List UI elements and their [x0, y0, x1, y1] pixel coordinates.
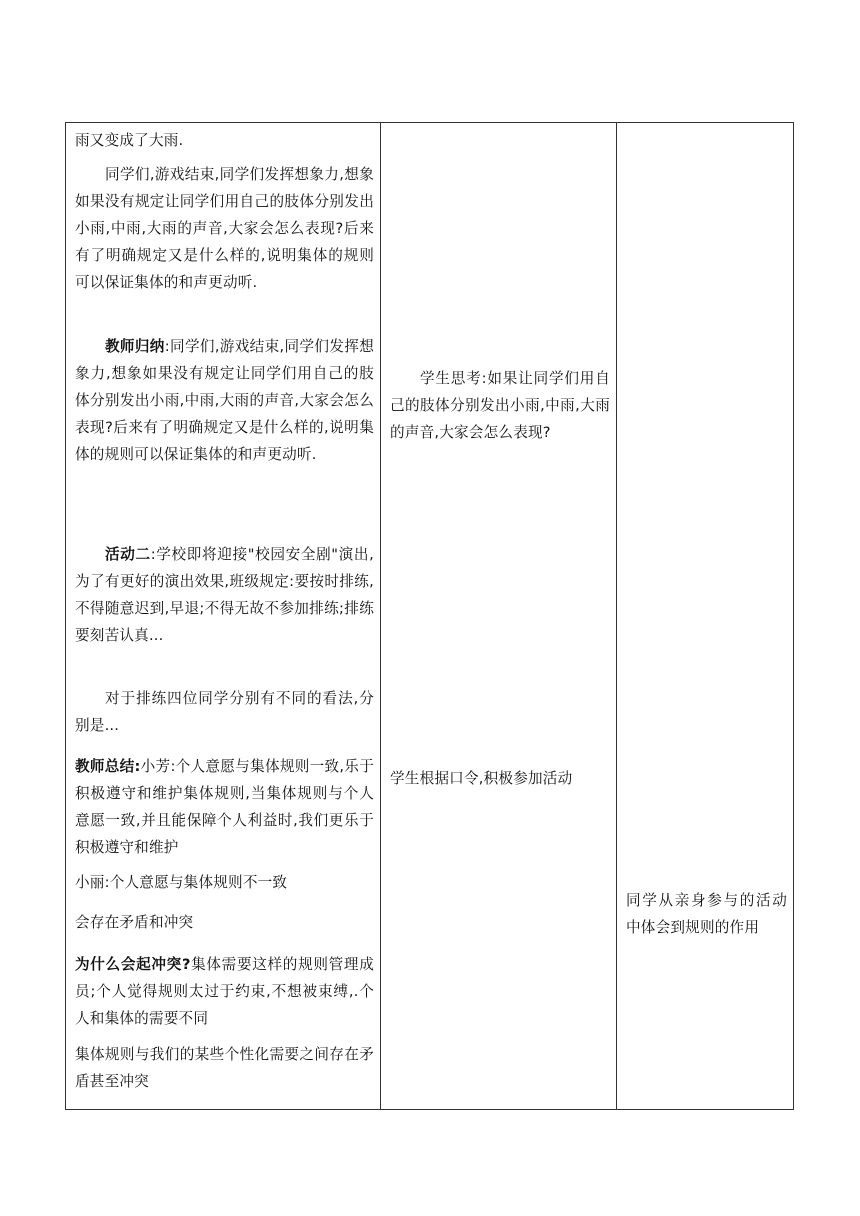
lesson-table: [65, 122, 794, 1110]
paragraph-activity-two: [75, 541, 374, 649]
paragraph-game-end: 同学们,游戏结束,同学们发挥想象力,想象如果没有规定让同学们用自己的肢体分别发出小雨,中雨,大雨的声音,大家会怎么表现?后来有了明确规定又是什么样的,说明集体的规则可以保证集体的和声更动听.: [75, 166, 374, 291]
paragraph-four-students: 对于排练四位同学分别有不同的看法,分别是...: [75, 690, 374, 734]
activity-two-label: 活动二: [105, 546, 151, 563]
paragraph-design-intent: 同学从亲身参与的活动中体会到规则的作用: [626, 892, 787, 936]
paragraph-rules-vs-needs: 集体规则与我们的某些个性化需要之间存在矛盾甚至冲突: [75, 1046, 374, 1090]
teacher-conclusion-text: 小芳:个人意愿与集体规则一致,乐于积极遵守和维护集体规则,当集体规则与个人意愿一致,并且能保障个人利益时,我们更乐于积极遵守和维护: [75, 758, 374, 856]
teacher-summary-text: :同学们,游戏结束,同学们发挥想象力,想象如果没有规定让同学们用自己的肢体分别发出小雨,中雨,大雨的声音,大家会怎么表现?后来有了明确规定又是什么样的,说明集体的规则可以保证集体的和声更动听.: [75, 338, 374, 463]
why-conflict-label: 为什么会起冲突?: [75, 956, 191, 973]
teacher-activity-column: [66, 123, 381, 1109]
design-intent-column: [617, 123, 793, 1109]
paragraph-why-conflict: [75, 951, 374, 1032]
paragraph-xiaoli: 小丽:个人意愿与集体规则不一致: [75, 874, 288, 891]
paragraph-conflict: 会存在矛盾和冲突: [75, 914, 194, 931]
activity-two-text: :学校即将迎接"校园安全剧"演出,为了有更好的演出效果,班级规定:要按时排练,不得随意迟到,早退;不得无故不参加排练;排练要刻苦认真...: [75, 546, 374, 644]
paragraph-teacher-conclusion: [75, 753, 374, 861]
paragraph-teacher-summary: [75, 333, 374, 468]
paragraph-student-participate: 学生根据口令,积极参加活动: [390, 770, 573, 787]
teacher-conclusion-label: 教师总结:: [75, 758, 141, 775]
teacher-summary-label: 教师归纳: [105, 338, 165, 355]
why-conflict-text: 集体需要这样的规则管理成员;个人觉得规则太过于约束,不想被束缚,.个人和集体的需要不同: [75, 956, 374, 1027]
paragraph-student-thinking: 学生思考:如果让同学们用自己的肢体分别发出小雨,中雨,大雨的声音,大家会怎么表现?: [390, 370, 610, 441]
student-activity-column: [381, 123, 617, 1109]
paragraph-rain: 雨又变成了大雨.: [75, 132, 184, 149]
